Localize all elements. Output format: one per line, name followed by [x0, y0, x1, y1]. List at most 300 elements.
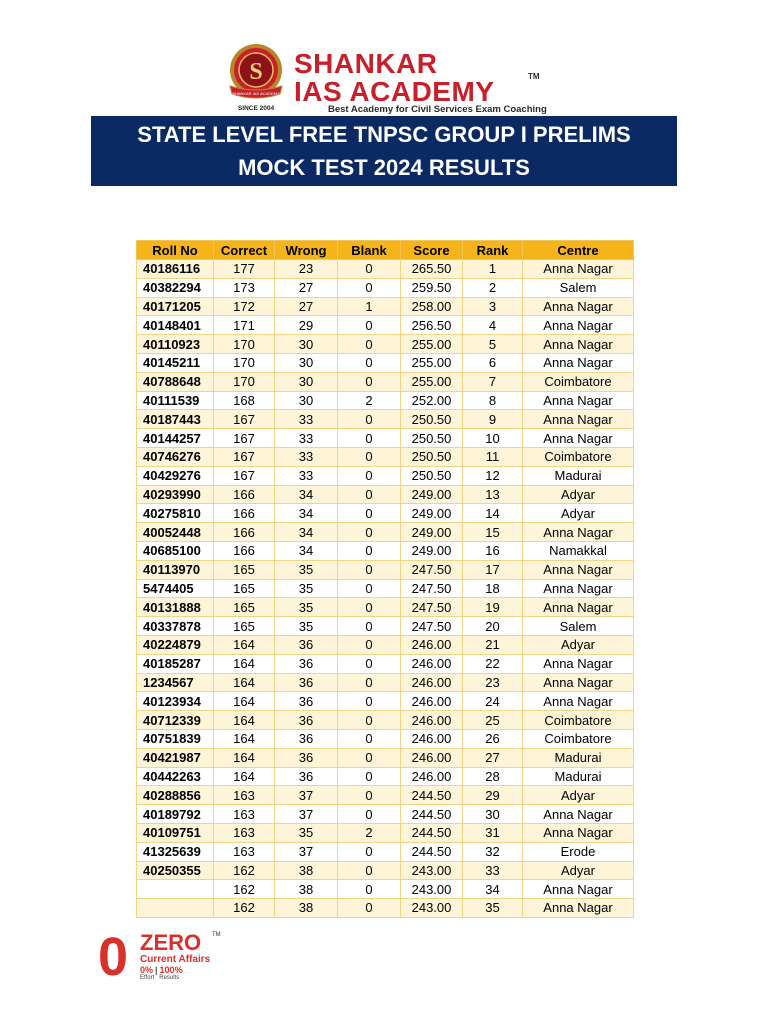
cell-correct: 165 [214, 617, 275, 636]
cell-centre: Anna Nagar [523, 899, 634, 918]
table-header-row [137, 241, 634, 260]
cell-correct: 163 [214, 805, 275, 824]
cell-roll-no: 40123934 [137, 692, 214, 711]
table-row [137, 316, 634, 335]
table-row [137, 823, 634, 842]
cell-score: 243.00 [401, 880, 463, 899]
cell-rank: 4 [463, 316, 523, 335]
title-line1: STATE LEVEL FREE TNPSC GROUP I PRELIMS [137, 122, 631, 147]
cell-roll-no: 40185287 [137, 654, 214, 673]
cell-score: 247.50 [401, 598, 463, 617]
cell-centre: Adyar [523, 861, 634, 880]
cell-blank: 0 [338, 767, 401, 786]
cell-correct: 166 [214, 485, 275, 504]
cell-centre: Madurai [523, 748, 634, 767]
cell-roll-no: 40052448 [137, 523, 214, 542]
cell-rank: 26 [463, 729, 523, 748]
cell-rank: 15 [463, 523, 523, 542]
cell-rank: 11 [463, 447, 523, 466]
cell-wrong: 34 [275, 485, 338, 504]
cell-correct: 164 [214, 748, 275, 767]
zero-current-affairs-badge [94, 927, 234, 987]
cell-wrong: 36 [275, 654, 338, 673]
cell-rank: 8 [463, 391, 523, 410]
cell-score: 256.50 [401, 316, 463, 335]
cell-roll-no: 40337878 [137, 617, 214, 636]
cell-rank: 21 [463, 635, 523, 654]
cell-blank: 0 [338, 880, 401, 899]
table-row [137, 447, 634, 466]
cell-score: 249.00 [401, 541, 463, 560]
brand-tagline: Best Academy for Civil Services Exam Coaching [328, 104, 547, 115]
cell-wrong: 33 [275, 447, 338, 466]
cell-rank: 32 [463, 842, 523, 861]
cell-centre: Madurai [523, 767, 634, 786]
cell-score: 247.50 [401, 560, 463, 579]
cell-roll-no: 1234567 [137, 673, 214, 692]
cell-correct: 168 [214, 391, 275, 410]
cell-score: 250.50 [401, 447, 463, 466]
badge-labels [140, 975, 179, 982]
cell-score: 250.50 [401, 429, 463, 448]
cell-correct: 167 [214, 429, 275, 448]
cell-centre: Adyar [523, 786, 634, 805]
cell-blank: 0 [338, 485, 401, 504]
cell-score: 243.00 [401, 861, 463, 880]
cell-centre: Anna Nagar [523, 579, 634, 598]
table-row [137, 617, 634, 636]
cell-wrong: 36 [275, 635, 338, 654]
cell-correct: 163 [214, 842, 275, 861]
cell-score: 246.00 [401, 635, 463, 654]
cell-score: 250.50 [401, 410, 463, 429]
cell-blank: 0 [338, 429, 401, 448]
cell-wrong: 34 [275, 523, 338, 542]
brand-name-line2: IAS ACADEMY [294, 76, 495, 107]
cell-wrong: 34 [275, 541, 338, 560]
cell-blank: 0 [338, 729, 401, 748]
cell-blank: 0 [338, 523, 401, 542]
badge-subtitle: Current Affairs [140, 954, 211, 965]
table-body [137, 260, 634, 918]
table-row [137, 899, 634, 918]
cell-roll-no: 40171205 [137, 297, 214, 316]
cell-wrong: 36 [275, 711, 338, 730]
cell-correct: 170 [214, 353, 275, 372]
badge-pct-effort: 0% [140, 965, 154, 975]
cell-correct: 166 [214, 523, 275, 542]
cell-wrong: 36 [275, 673, 338, 692]
cell-blank: 0 [338, 805, 401, 824]
cell-score: 243.00 [401, 899, 463, 918]
cell-rank: 9 [463, 410, 523, 429]
cell-centre: Anna Nagar [523, 335, 634, 354]
cell-blank: 0 [338, 692, 401, 711]
cell-centre: Anna Nagar [523, 598, 634, 617]
academy-logo [224, 42, 554, 114]
cell-roll-no: 40442263 [137, 767, 214, 786]
cell-wrong: 35 [275, 617, 338, 636]
cell-blank: 0 [338, 842, 401, 861]
cell-centre: Anna Nagar [523, 673, 634, 692]
table-row [137, 541, 634, 560]
cell-blank: 0 [338, 635, 401, 654]
cell-roll-no: 40746276 [137, 447, 214, 466]
cell-correct: 167 [214, 447, 275, 466]
cell-centre: Anna Nagar [523, 297, 634, 316]
cell-blank: 0 [338, 748, 401, 767]
cell-roll-no: 40788648 [137, 372, 214, 391]
cell-blank: 0 [338, 560, 401, 579]
cell-roll-no: 40288856 [137, 786, 214, 805]
cell-score: 246.00 [401, 692, 463, 711]
cell-roll-no: 40275810 [137, 504, 214, 523]
cell-correct: 164 [214, 729, 275, 748]
cell-rank: 18 [463, 579, 523, 598]
academy-emblem-icon [224, 42, 288, 114]
table-row [137, 805, 634, 824]
cell-rank: 24 [463, 692, 523, 711]
table-row [137, 278, 634, 297]
table-row [137, 711, 634, 730]
cell-wrong: 27 [275, 297, 338, 316]
cell-correct: 167 [214, 466, 275, 485]
cell-centre: Coimbatore [523, 729, 634, 748]
cell-correct: 171 [214, 316, 275, 335]
cell-wrong: 37 [275, 786, 338, 805]
table-row [137, 767, 634, 786]
cell-roll-no: 40187443 [137, 410, 214, 429]
cell-score: 250.50 [401, 466, 463, 485]
cell-blank: 0 [338, 353, 401, 372]
cell-roll-no: 40109751 [137, 823, 214, 842]
table-row [137, 504, 634, 523]
cell-score: 265.50 [401, 260, 463, 279]
cell-wrong: 23 [275, 260, 338, 279]
cell-centre: Anna Nagar [523, 260, 634, 279]
table-row [137, 842, 634, 861]
cell-roll-no: 40186116 [137, 260, 214, 279]
cell-rank: 7 [463, 372, 523, 391]
cell-centre: Adyar [523, 504, 634, 523]
cell-wrong: 38 [275, 861, 338, 880]
cell-score: 244.50 [401, 823, 463, 842]
table-row [137, 692, 634, 711]
cell-rank: 34 [463, 880, 523, 899]
cell-rank: 3 [463, 297, 523, 316]
cell-score: 252.00 [401, 391, 463, 410]
cell-score: 244.50 [401, 805, 463, 824]
cell-rank: 23 [463, 673, 523, 692]
cell-score: 246.00 [401, 711, 463, 730]
table-row [137, 353, 634, 372]
cell-centre: Erode [523, 842, 634, 861]
cell-blank: 0 [338, 899, 401, 918]
cell-rank: 35 [463, 899, 523, 918]
cell-rank: 2 [463, 278, 523, 297]
cell-wrong: 36 [275, 692, 338, 711]
cell-score: 258.00 [401, 297, 463, 316]
table-row [137, 429, 634, 448]
cell-correct: 166 [214, 504, 275, 523]
table-row [137, 598, 634, 617]
cell-blank: 0 [338, 316, 401, 335]
cell-centre: Anna Nagar [523, 654, 634, 673]
cell-blank: 0 [338, 410, 401, 429]
cell-correct: 164 [214, 692, 275, 711]
cell-rank: 17 [463, 560, 523, 579]
table-row [137, 372, 634, 391]
cell-score: 255.00 [401, 353, 463, 372]
column-header-blank: Blank [338, 241, 401, 260]
cell-roll-no: 41325639 [137, 842, 214, 861]
cell-correct: 163 [214, 786, 275, 805]
column-header-rank: Rank [463, 241, 523, 260]
cell-centre: Anna Nagar [523, 880, 634, 899]
cell-blank: 0 [338, 654, 401, 673]
table-row [137, 260, 634, 279]
table-row [137, 880, 634, 899]
cell-roll-no: 40382294 [137, 278, 214, 297]
cell-rank: 16 [463, 541, 523, 560]
cell-rank: 31 [463, 823, 523, 842]
badge-percentages: 0% | 100% [140, 965, 183, 975]
cell-roll-no [137, 899, 214, 918]
cell-correct: 164 [214, 673, 275, 692]
badge-trademark: TM [212, 932, 221, 938]
table-row [137, 297, 634, 316]
cell-centre: Anna Nagar [523, 316, 634, 335]
cell-centre: Anna Nagar [523, 523, 634, 542]
cell-centre: Salem [523, 617, 634, 636]
cell-centre: Anna Nagar [523, 429, 634, 448]
cell-correct: 165 [214, 579, 275, 598]
cell-roll-no: 40685100 [137, 541, 214, 560]
cell-centre: Anna Nagar [523, 823, 634, 842]
cell-roll-no: 40148401 [137, 316, 214, 335]
cell-correct: 164 [214, 654, 275, 673]
cell-blank: 0 [338, 335, 401, 354]
cell-roll-no: 40751839 [137, 729, 214, 748]
cell-wrong: 30 [275, 391, 338, 410]
cell-score: 246.00 [401, 767, 463, 786]
cell-blank: 0 [338, 861, 401, 880]
column-header-centre: Centre [523, 241, 634, 260]
cell-blank: 0 [338, 466, 401, 485]
cell-correct: 165 [214, 560, 275, 579]
column-header-correct: Correct [214, 241, 275, 260]
cell-wrong: 35 [275, 598, 338, 617]
cell-centre: Anna Nagar [523, 805, 634, 824]
cell-wrong: 35 [275, 823, 338, 842]
cell-score: 247.50 [401, 617, 463, 636]
cell-roll-no: 40421987 [137, 748, 214, 767]
cell-blank: 0 [338, 786, 401, 805]
badge-zero-word: ZERO [140, 930, 202, 955]
cell-rank: 12 [463, 466, 523, 485]
table-row [137, 560, 634, 579]
cell-blank: 0 [338, 504, 401, 523]
cell-score: 246.00 [401, 748, 463, 767]
cell-correct: 166 [214, 541, 275, 560]
cell-wrong: 34 [275, 504, 338, 523]
cell-blank: 1 [338, 297, 401, 316]
cell-score: 247.50 [401, 579, 463, 598]
cell-blank: 0 [338, 278, 401, 297]
cell-blank: 0 [338, 447, 401, 466]
cell-correct: 162 [214, 861, 275, 880]
cell-rank: 33 [463, 861, 523, 880]
cell-roll-no: 40293990 [137, 485, 214, 504]
cell-centre: Adyar [523, 485, 634, 504]
cell-correct: 167 [214, 410, 275, 429]
badge-label-results: Results [159, 975, 180, 981]
table-row [137, 861, 634, 880]
cell-roll-no: 40224879 [137, 635, 214, 654]
table-row [137, 523, 634, 542]
cell-roll-no: 40113970 [137, 560, 214, 579]
cell-correct: 172 [214, 297, 275, 316]
cell-centre: Anna Nagar [523, 410, 634, 429]
table-row [137, 391, 634, 410]
cell-wrong: 35 [275, 579, 338, 598]
cell-score: 246.00 [401, 729, 463, 748]
cell-roll-no: 5474405 [137, 579, 214, 598]
cell-blank: 0 [338, 541, 401, 560]
cell-wrong: 30 [275, 353, 338, 372]
cell-centre: Anna Nagar [523, 391, 634, 410]
cell-roll-no: 40145211 [137, 353, 214, 372]
cell-wrong: 33 [275, 410, 338, 429]
cell-correct: 163 [214, 823, 275, 842]
cell-blank: 0 [338, 579, 401, 598]
badge-pct-results: 100% [159, 965, 183, 975]
table-row [137, 410, 634, 429]
table-row [137, 729, 634, 748]
table-row [137, 485, 634, 504]
cell-centre: Coimbatore [523, 447, 634, 466]
cell-blank: 0 [338, 372, 401, 391]
trademark-mark: TM [528, 72, 540, 81]
cell-correct: 170 [214, 335, 275, 354]
table-row [137, 579, 634, 598]
cell-roll-no: 40189792 [137, 805, 214, 824]
cell-correct: 164 [214, 711, 275, 730]
cell-rank: 13 [463, 485, 523, 504]
cell-score: 246.00 [401, 673, 463, 692]
cell-rank: 10 [463, 429, 523, 448]
cell-blank: 0 [338, 617, 401, 636]
cell-centre: Coimbatore [523, 372, 634, 391]
cell-wrong: 36 [275, 729, 338, 748]
cell-blank: 2 [338, 391, 401, 410]
cell-wrong: 27 [275, 278, 338, 297]
title-banner [91, 116, 677, 186]
cell-rank: 6 [463, 353, 523, 372]
cell-correct: 173 [214, 278, 275, 297]
cell-centre: Adyar [523, 635, 634, 654]
cell-roll-no: 40110923 [137, 335, 214, 354]
cell-blank: 0 [338, 598, 401, 617]
cell-score: 249.00 [401, 523, 463, 542]
cell-wrong: 37 [275, 842, 338, 861]
cell-rank: 5 [463, 335, 523, 354]
cell-rank: 14 [463, 504, 523, 523]
cell-wrong: 35 [275, 560, 338, 579]
cell-score: 249.00 [401, 504, 463, 523]
results-table [136, 240, 634, 918]
emblem-letter: S [249, 59, 263, 85]
table-row [137, 466, 634, 485]
column-header-wrong: Wrong [275, 241, 338, 260]
cell-wrong: 30 [275, 372, 338, 391]
cell-blank: 0 [338, 260, 401, 279]
cell-centre: Anna Nagar [523, 692, 634, 711]
cell-roll-no: 40144257 [137, 429, 214, 448]
cell-correct: 170 [214, 372, 275, 391]
cell-blank: 0 [338, 673, 401, 692]
title-line2: MOCK TEST 2024 RESULTS [238, 155, 530, 180]
table-row [137, 654, 634, 673]
cell-roll-no [137, 880, 214, 899]
cell-wrong: 33 [275, 429, 338, 448]
cell-score: 246.00 [401, 654, 463, 673]
table-row [137, 635, 634, 654]
cell-centre: Coimbatore [523, 711, 634, 730]
cell-correct: 177 [214, 260, 275, 279]
cell-roll-no: 40111539 [137, 391, 214, 410]
table-row [137, 335, 634, 354]
cell-centre: Namakkal [523, 541, 634, 560]
cell-wrong: 38 [275, 899, 338, 918]
cell-rank: 29 [463, 786, 523, 805]
cell-roll-no: 40250355 [137, 861, 214, 880]
cell-rank: 1 [463, 260, 523, 279]
cell-score: 255.00 [401, 372, 463, 391]
cell-rank: 19 [463, 598, 523, 617]
cell-wrong: 29 [275, 316, 338, 335]
cell-wrong: 30 [275, 335, 338, 354]
column-header-score: Score [401, 241, 463, 260]
table-row [137, 673, 634, 692]
cell-wrong: 36 [275, 748, 338, 767]
cell-roll-no: 40712339 [137, 711, 214, 730]
cell-rank: 28 [463, 767, 523, 786]
emblem-ribbon-text: SHANKAR IAS ACADEMY [232, 91, 280, 96]
cell-score: 244.50 [401, 786, 463, 805]
cell-rank: 22 [463, 654, 523, 673]
column-header-roll-no: Roll No [137, 241, 214, 260]
cell-score: 255.00 [401, 335, 463, 354]
cell-centre: Anna Nagar [523, 560, 634, 579]
cell-wrong: 38 [275, 880, 338, 899]
cell-centre: Madurai [523, 466, 634, 485]
cell-wrong: 36 [275, 767, 338, 786]
cell-rank: 20 [463, 617, 523, 636]
cell-correct: 164 [214, 767, 275, 786]
table-row [137, 748, 634, 767]
cell-score: 244.50 [401, 842, 463, 861]
cell-wrong: 37 [275, 805, 338, 824]
cell-centre: Anna Nagar [523, 353, 634, 372]
cell-roll-no: 40131888 [137, 598, 214, 617]
table-row [137, 786, 634, 805]
cell-correct: 164 [214, 635, 275, 654]
cell-centre: Salem [523, 278, 634, 297]
cell-rank: 30 [463, 805, 523, 824]
cell-correct: 162 [214, 899, 275, 918]
cell-roll-no: 40429276 [137, 466, 214, 485]
